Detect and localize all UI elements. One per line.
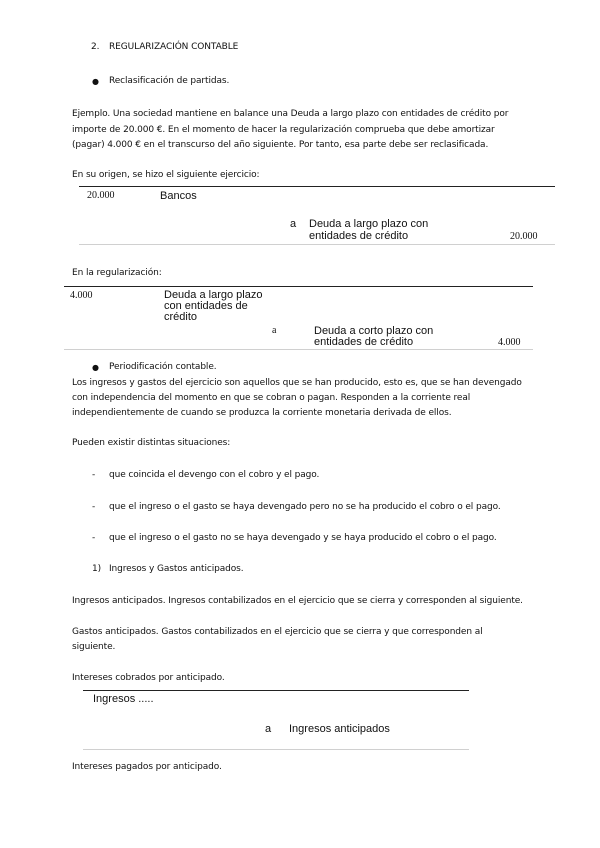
periodificacion-line-3: independientemente de cuando se produzca la corriente monetaria derivada de ellos.	[72, 408, 452, 418]
gastos-anticipados-line-2: siguiente.	[72, 642, 116, 652]
entry1-a: a	[290, 218, 297, 230]
heading-number: 2.	[91, 42, 100, 52]
entry2-debit-amount: 4.000	[70, 290, 93, 301]
entry2-credit-line-1: Deuda a corto plazo con	[314, 325, 434, 337]
entry2-credit-line-2: entidades de crédito	[314, 336, 414, 348]
entry2-debit-line-2: con entidades de	[164, 300, 248, 312]
example-line-2: importe de 20.000 €. En el momento de hacer la regularización comprueba que debe amortizar	[72, 125, 495, 135]
entry2-debit-line-1: Deuda a largo plazo	[164, 289, 263, 301]
entry2-a: a	[272, 325, 277, 336]
dash-marker: -	[92, 470, 96, 480]
entry3-a: a	[265, 723, 272, 735]
entry1-debit-account: Bancos	[160, 190, 197, 202]
intereses-pagados-label: Intereses pagados por anticipado.	[72, 762, 222, 772]
periodificacion-line-1: Los ingresos y gastos del ejercicio son aquellos que se han producido, esto es, que se han devengado	[72, 378, 522, 388]
bullet-icon: ●	[92, 363, 99, 372]
example-line-1: Ejemplo. Una sociedad mantiene en balance una Deuda a largo plazo con entidades de crédito por	[72, 109, 509, 119]
entry2-credit-amount: 4.000	[498, 337, 521, 348]
regularization-label: En la regularización:	[72, 268, 162, 278]
entry1-top-rule	[79, 186, 555, 187]
example-line-3: (pagar) 4.000 € en el transcurso del año siguiente. Por tanto, esa parte debe ser reclasificada.	[72, 140, 489, 150]
heading-title: REGULARIZACIÓN CONTABLE	[109, 42, 239, 52]
entry1-bottom-rule	[79, 244, 555, 245]
situation-item: que coincida el devengo con el cobro y el pago.	[109, 470, 320, 480]
entry1-credit-line-2: entidades de crédito	[309, 230, 409, 242]
bullet-periodificacion: Periodificación contable.	[109, 362, 217, 372]
situation-item: que el ingreso o el gasto no se haya devengado y se haya producido el cobro o el pago.	[109, 533, 497, 543]
subheading-title: Ingresos y Gastos anticipados.	[109, 564, 244, 574]
gastos-anticipados-line-1: Gastos anticipados. Gastos contabilizados en el ejercicio que se cierra y que corresponden al	[72, 627, 483, 637]
bullet-icon: ●	[92, 77, 99, 86]
entry2-bottom-rule	[64, 349, 533, 350]
entry2-top-rule	[64, 286, 533, 287]
bullet-reclasificacion: Reclasificación de partidas.	[109, 76, 230, 86]
entry3-bottom-rule	[83, 749, 469, 750]
situations-label: Pueden existir distintas situaciones:	[72, 438, 231, 448]
ingresos-anticipados-text: Ingresos anticipados. Ingresos contabilizados en el ejercicio que se cierra y corresponden al siguiente.	[72, 596, 523, 606]
entry1-debit-amount: 20.000	[87, 190, 115, 201]
dash-marker: -	[92, 502, 96, 512]
entry1-credit-line-1: Deuda a largo plazo con	[309, 218, 429, 230]
origin-label: En su origen, se hizo el siguiente ejercicio:	[72, 170, 260, 180]
intereses-cobrados-label: Intereses cobrados por anticipado.	[72, 673, 225, 683]
subheading-number: 1)	[92, 564, 102, 574]
entry2-debit-line-3: crédito	[164, 311, 198, 323]
entry3-top-rule	[83, 690, 469, 691]
entry3-debit-account: Ingresos .....	[93, 693, 154, 705]
entry1-credit-amount: 20.000	[510, 231, 538, 242]
situation-item: que el ingreso o el gasto se haya devengado pero no se ha producido el cobro o el pago.	[109, 502, 501, 512]
periodificacion-line-2: con independencia del momento en que se cobran o pagan. Responden a la corriente real	[72, 393, 471, 403]
entry3-credit-account: Ingresos anticipados	[289, 723, 390, 735]
dash-marker: -	[92, 533, 96, 543]
